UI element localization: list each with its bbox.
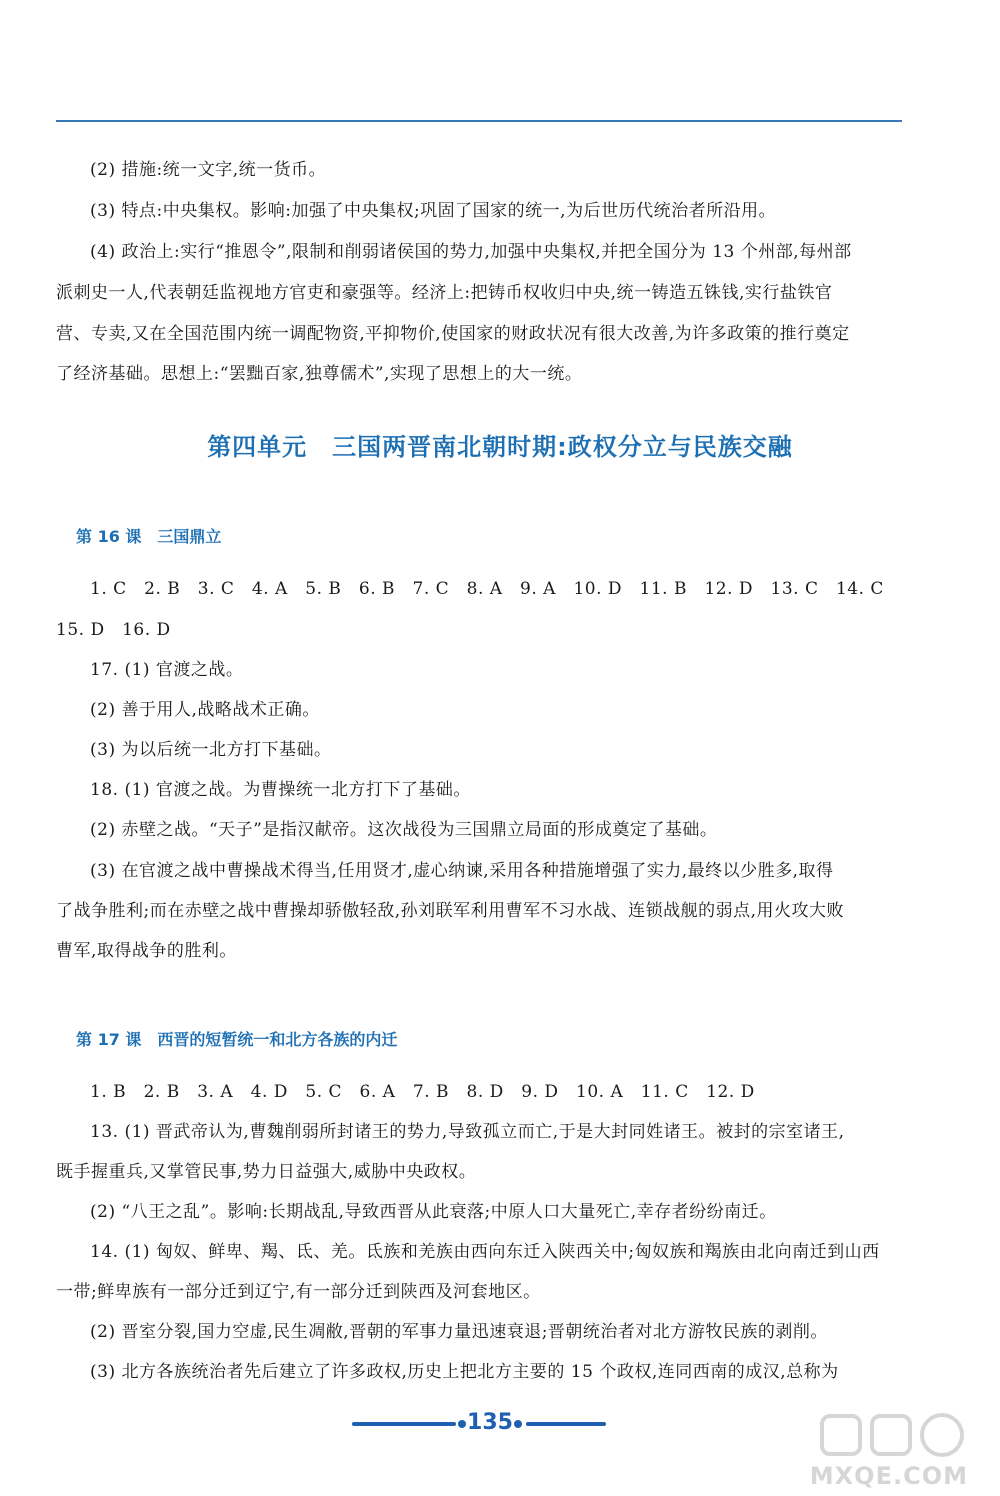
footer-dot-left [458, 1420, 466, 1428]
answer-line: (3) 北方各族统治者先后建立了许多政权,历史上把北方主要的 15 个政权,连同西南的成汉,总称为 [90, 1362, 839, 1382]
answer-line: 13. (1) 晋武帝认为,曹魏削弱所封诸王的势力,导致孤立而亡,于是大封同姓诸王。被封的宗室诸王, [90, 1122, 845, 1142]
watermark-logo [809, 1410, 968, 1490]
answer-line: (3) 特点:中央集权。影响:加强了中央集权;巩固了国家的统一,为后世历代统治者所沿用。 [90, 201, 777, 221]
answer-line: 一带;鲜卑族有一部分迁到辽宁,有一部分迁到陕西及河套地区。 [56, 1282, 541, 1302]
page-number: 135 [467, 1410, 513, 1435]
answer-line: 派刺史一人,代表朝廷监视地方官吏和豪强等。经济上:把铸币权收归中央,统一铸造五铢钱,实行盐铁官 [56, 283, 833, 303]
answer-line: (2) 措施:统一文字,统一货币。 [90, 160, 327, 180]
answer-line: (2) 赤壁之战。“天子”是指汉献帝。这次战役为三国鼎立局面的形成奠定了基础。 [90, 820, 718, 840]
answer-line: 既手握重兵,又掌管民事,势力日益强大,威胁中央政权。 [56, 1162, 477, 1182]
answer-line: 18. (1) 官渡之战。为曹操统一北方打下了基础。 [90, 780, 471, 800]
answer-line: 曹军,取得战争的胜利。 [56, 941, 237, 961]
answer-line: 了经济基础。思想上:“罢黜百家,独尊儒术”,实现了思想上的大一统。 [56, 364, 583, 384]
answer-line: (2) 善于用人,战略战术正确。 [90, 700, 320, 720]
answer-line: 14. (1) 匈奴、鲜卑、羯、氐、羌。氐族和羌族由西向东迁入陕西关中;匈奴族和羯族由北向南迁到山西 [90, 1242, 880, 1262]
answer-line: (2) 晋室分裂,国力空虚,民生凋敝,晋朝的军事力量迅速衰退;晋朝统治者对北方游牧民族的剥削。 [90, 1322, 828, 1342]
answer-line: 1. C 2. B 3. C 4. A 5. B 6. B 7. C 8. A 9. A 10. D 11. B 12. D 13. C 14. C [90, 579, 884, 599]
lesson-title: 第 17 课 西晋的短暂统一和北方各族的内迁 [76, 1030, 398, 1049]
answer-line: 营、专卖,又在全国范围内统一调配物资,平抑物价,使国家的财政状况有很大改善,为许多政策的推行奠定 [56, 324, 850, 344]
footer-ornament-left [352, 1422, 456, 1426]
answer-line: (3) 为以后统一北方打下基础。 [90, 740, 332, 760]
answer-line: (3) 在官渡之战中曹操战术得当,任用贤才,虚心纳谏,采用各种措施增强了实力,最终以少胜多,取得 [90, 861, 834, 881]
watermark-icon [818, 1410, 968, 1462]
lesson-title: 第 16 课 三国鼎立 [76, 527, 222, 546]
footer-ornament-right [526, 1422, 606, 1426]
unit-title: 第四单元 三国两晋南北朝时期:政权分立与民族交融 [207, 433, 793, 461]
answer-line: 1. B 2. B 3. A 4. D 5. C 6. A 7. B 8. D 9. D 10. A 11. C 12. D [90, 1082, 755, 1102]
answer-line: 17. (1) 官渡之战。 [90, 660, 244, 680]
watermark-text: MXQE.COM [809, 1462, 968, 1490]
answer-line: (4) 政治上:实行“推恩令”,限制和削弱诸侯国的势力,加强中央集权,并把全国分为 13 个州部,每州部 [90, 242, 852, 262]
answer-line: 15. D 16. D [56, 620, 171, 640]
answer-line: 了战争胜利;而在赤壁之战中曹操却骄傲轻敌,孙刘联军利用曹军不习水战、连锁战舰的弱点,用火攻大败 [56, 901, 845, 921]
header-rule [56, 120, 902, 122]
footer-dot-right [514, 1420, 522, 1428]
answer-line: (2) “八王之乱”。影响:长期战乱,导致西晋从此衰落;中原人口大量死亡,幸存者纷纷南迁。 [90, 1202, 777, 1222]
